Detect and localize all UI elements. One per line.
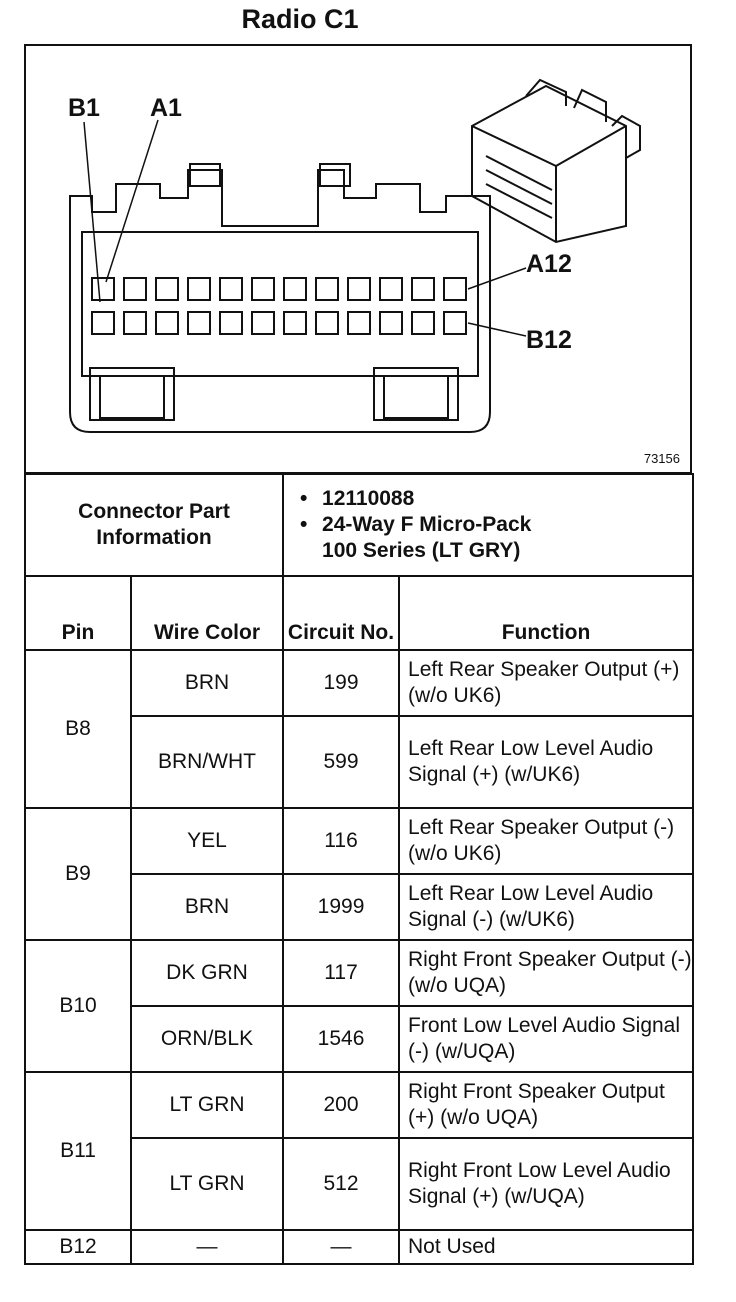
wire-color-cell: ORN/BLK	[131, 1006, 283, 1072]
pin-cavity	[412, 312, 434, 334]
pin-cavity	[124, 278, 146, 300]
pin-cavity	[252, 278, 274, 300]
pin-cavity	[252, 312, 274, 334]
wire-color-cell: —	[131, 1230, 283, 1264]
pin-cavity	[124, 312, 146, 334]
pin-cell: B11	[25, 1072, 131, 1230]
header-function: Function	[399, 576, 693, 650]
wire-color-cell: BRN	[131, 874, 283, 940]
pin-cavity	[92, 278, 114, 300]
function-cell: Right Front Speaker Output (-) (w/o UQA)	[399, 940, 693, 1006]
function-cell: Left Rear Low Level Audio Signal (-) (w/UK6)	[399, 874, 693, 940]
connector-diagram	[24, 44, 692, 474]
circuit-cell: 199	[283, 650, 399, 716]
connector-info-row	[25, 474, 693, 576]
label-a12: A12	[526, 250, 572, 278]
label-b1: B1	[68, 94, 100, 122]
pin-cell: B10	[25, 940, 131, 1072]
pin-cell: B9	[25, 808, 131, 940]
pin-cavity	[444, 278, 466, 300]
part-number: 12110088	[322, 487, 415, 510]
function-cell: Right Front Speaker Output (+) (w/o UQA)	[399, 1072, 693, 1138]
figure-number: 73156	[643, 451, 680, 466]
pin-cavity	[284, 278, 306, 300]
header-pin: Pin	[25, 576, 131, 650]
pin-cell: B12	[25, 1230, 131, 1264]
pin-cavity	[284, 312, 306, 334]
label-b12: B12	[526, 326, 572, 354]
wire-color-cell: BRN	[131, 650, 283, 716]
wire-color-cell: DK GRN	[131, 940, 283, 1006]
function-cell: Not Used	[399, 1230, 693, 1264]
pin-cavity	[156, 278, 178, 300]
table-row	[25, 808, 693, 874]
function-cell: Left Rear Low Level Audio Signal (+) (w/UK6)	[399, 716, 693, 808]
connector-drawing	[26, 46, 690, 472]
page-title: Radio C1	[241, 4, 359, 34]
header-circuit: Circuit No.	[283, 576, 399, 650]
pin-cavity	[380, 312, 402, 334]
connector-series: 100 Series (LT GRY)	[322, 539, 521, 562]
function-cell: Left Rear Speaker Output (+) (w/o UK6)	[399, 650, 693, 716]
wire-color-cell: YEL	[131, 808, 283, 874]
pin-cavity	[348, 278, 370, 300]
pin-cavity	[316, 312, 338, 334]
circuit-cell: 1546	[283, 1006, 399, 1072]
pin-cavity	[380, 278, 402, 300]
pin-cavity	[220, 312, 242, 334]
function-cell: Left Rear Speaker Output (-) (w/o UK6)	[399, 808, 693, 874]
pin-cavity	[316, 278, 338, 300]
table-row	[25, 940, 693, 1006]
circuit-cell: 117	[283, 940, 399, 1006]
circuit-cell: 599	[283, 716, 399, 808]
pin-cavity	[412, 278, 434, 300]
wire-color-cell: BRN/WHT	[131, 716, 283, 808]
pin-cavity	[220, 278, 242, 300]
connector-info-label: Connector Part Information	[25, 474, 283, 576]
pin-cavity	[188, 278, 210, 300]
connector-info-values: • 12110088 • 24-Way F Micro-Pack 100 Series (LT GRY)	[283, 474, 693, 576]
wire-color-cell: LT GRN	[131, 1138, 283, 1230]
circuit-cell: 200	[283, 1072, 399, 1138]
connector-iso-icon	[472, 80, 640, 242]
pin-cell: B8	[25, 650, 131, 808]
header-wire-color: Wire Color	[131, 576, 283, 650]
pin-cavity	[156, 312, 178, 334]
pinout-table	[24, 473, 694, 1265]
label-a1: A1	[150, 94, 182, 122]
table-row	[25, 650, 693, 716]
table-row	[25, 1230, 693, 1264]
connector-type: 24-Way F Micro-Pack	[322, 513, 532, 536]
circuit-cell: 1999	[283, 874, 399, 940]
pin-cavity	[348, 312, 370, 334]
function-cell: Front Low Level Audio Signal (-) (w/UQA)	[399, 1006, 693, 1072]
pin-cavity	[92, 312, 114, 334]
wire-color-cell: LT GRN	[131, 1072, 283, 1138]
table-header-row	[25, 576, 693, 650]
circuit-cell: —	[283, 1230, 399, 1264]
circuit-cell: 512	[283, 1138, 399, 1230]
pin-cavity	[188, 312, 210, 334]
function-cell: Right Front Low Level Audio Signal (+) (w/UQA)	[399, 1138, 693, 1230]
circuit-cell: 116	[283, 808, 399, 874]
table-row	[25, 1072, 693, 1138]
pin-cavity	[444, 312, 466, 334]
